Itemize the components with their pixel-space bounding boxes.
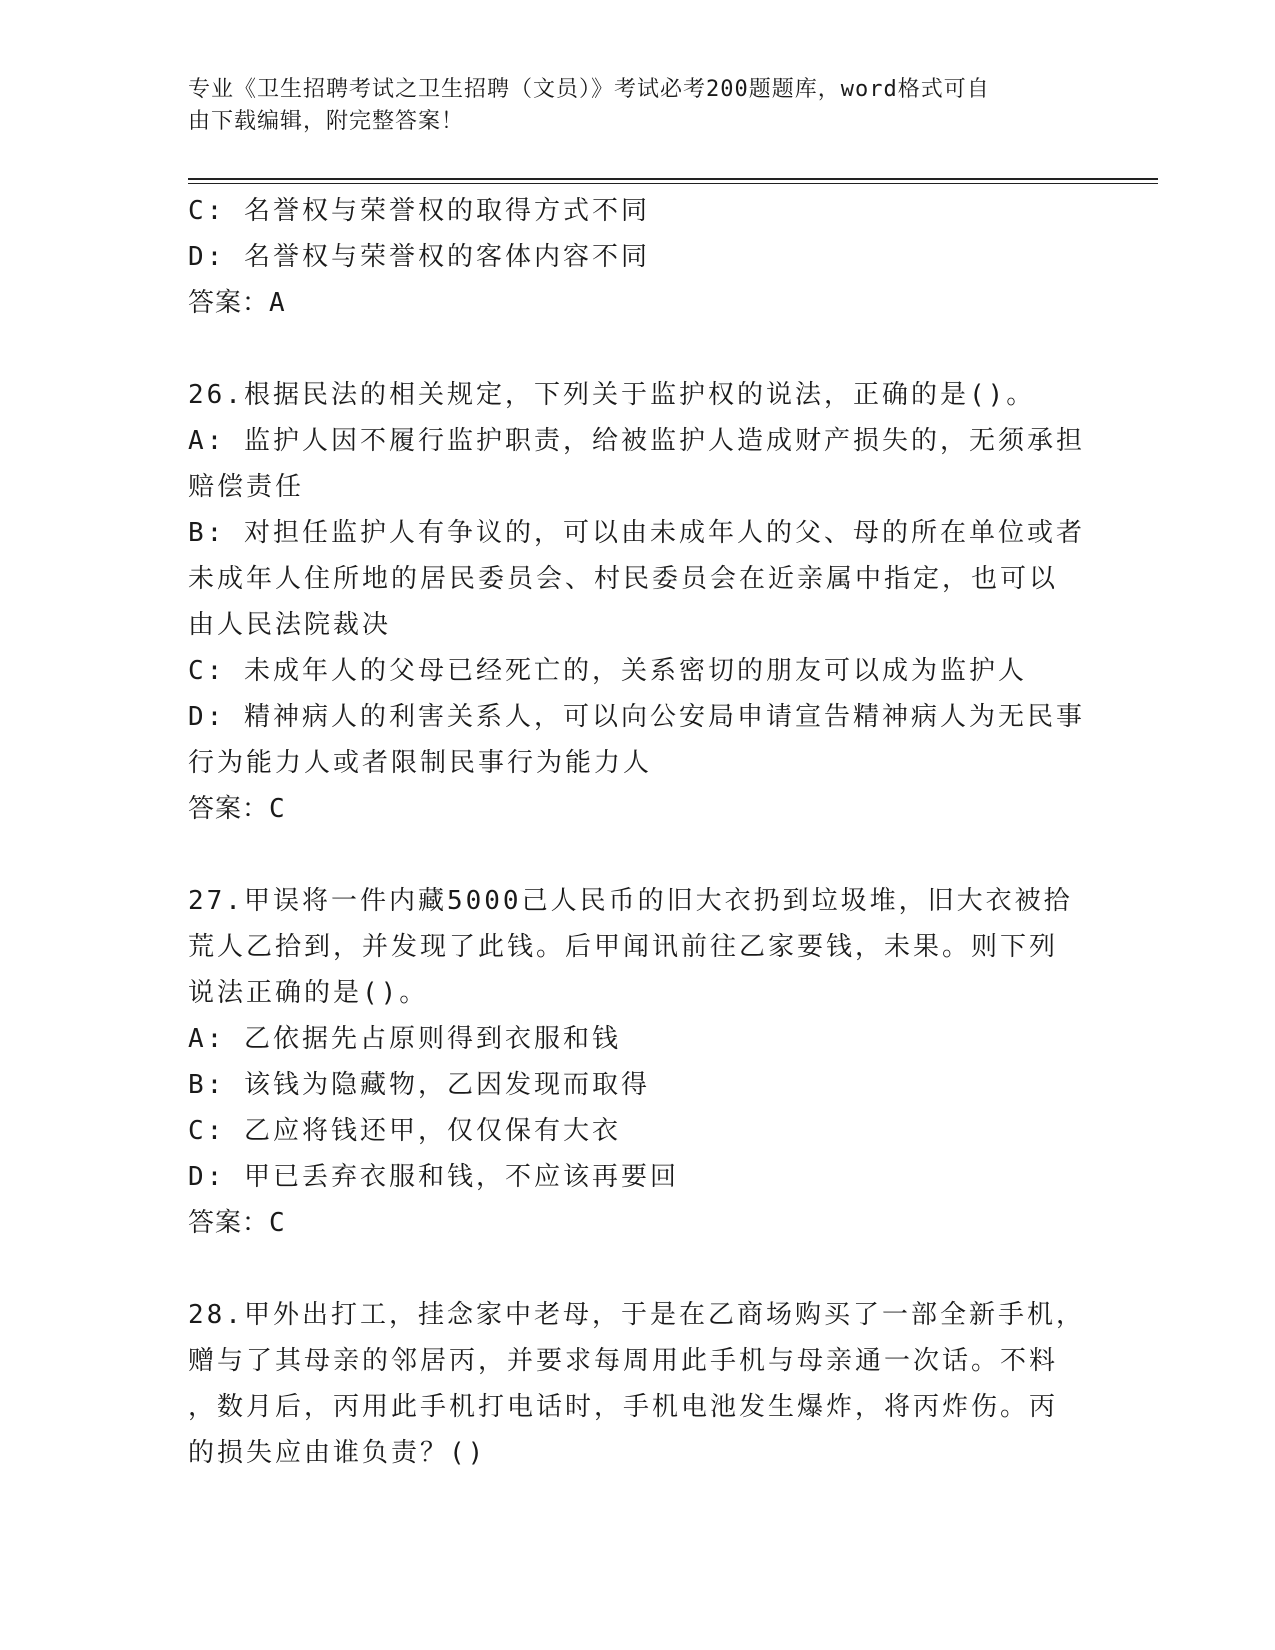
q27-answer: [188, 1200, 1088, 1246]
prev-option-d: D: 名誉权与荣誉权的客体内容不同: [188, 242, 650, 272]
q26-option-b-line-3: 由人民法院裁决: [188, 610, 392, 640]
q26-option-d-line-1: D: 精神病人的利害关系人，可以向公安局申请宣告精神病人为无民事: [188, 702, 1085, 732]
q28-stem-line-2: 赠与了其母亲的邻居丙，并要求每周用此手机与母亲通一次话。不料: [188, 1346, 1059, 1376]
header-divider-thin: [188, 183, 1158, 184]
answer-label: 答案：: [188, 1208, 270, 1238]
prev-option-c: C: 名誉权与荣誉权的取得方式不同: [188, 196, 650, 226]
spacer: [188, 832, 1088, 878]
header-title-line-2: 由下载编辑，附完整答案！: [188, 109, 465, 134]
answer-label: 答案：: [188, 794, 270, 824]
q28-stem-line-4: 的损失应由谁负责？(): [188, 1438, 487, 1468]
answer-label: 答案：: [188, 288, 270, 318]
answer-value: A: [269, 288, 286, 318]
spacer: [188, 326, 1088, 372]
q26-option-b-line-1: B: 对担任监护人有争议的，可以由未成年人的父、母的所在单位或者: [188, 518, 1085, 548]
q27-option-c: C: 乙应将钱还甲，仅仅保有大衣: [188, 1116, 621, 1146]
answer-value: C: [269, 794, 286, 824]
q26-answer: [188, 786, 1088, 832]
question-content: [188, 188, 1088, 1476]
q26-option-c: C: 未成年人的父母已经死亡的，关系密切的朋友可以成为监护人: [188, 656, 1027, 686]
q27-stem-line-1: 27.甲误将一件内藏5000己人民币的旧大衣扔到垃圾堆，旧大衣被拾: [188, 886, 1073, 916]
q27-option-b: B: 该钱为隐藏物，乙因发现而取得: [188, 1070, 650, 1100]
q27-stem-line-2: 荒人乙拾到，并发现了此钱。后甲闻讯前往乙家要钱，未果。则下列: [188, 932, 1059, 962]
q26-option-d-line-2: 行为能力人或者限制民事行为能力人: [188, 748, 653, 778]
prev-answer: [188, 280, 1088, 326]
spacer: [188, 1246, 1088, 1292]
q26-option-a-line-1: A: 监护人因不履行监护职责，给被监护人造成财产损失的，无须承担: [188, 426, 1085, 456]
q26-stem: 26.根据民法的相关规定，下列关于监护权的说法，正确的是()。: [188, 380, 1036, 410]
q27-option-a: A: 乙依据先占原则得到衣服和钱: [188, 1024, 621, 1054]
header-divider-thick: [188, 178, 1158, 180]
q27-stem-line-3: 说法正确的是()。: [188, 978, 429, 1008]
header-title-line-1: 专业《卫生招聘考试之卫生招聘（文员）》考试必考200题题库，word格式可自: [188, 77, 990, 102]
answer-value: C: [269, 1208, 286, 1238]
document-header: [188, 74, 1068, 138]
q27-option-d: D: 甲已丢弃衣服和钱，不应该再要回: [188, 1162, 679, 1192]
q28-stem-line-3: ，数月后，丙用此手机打电话时，手机电池发生爆炸，将丙炸伤。丙: [188, 1392, 1059, 1422]
q28-stem-line-1: 28.甲外出打工，挂念家中老母，于是在乙商场购买了一部全新手机，: [188, 1300, 1085, 1330]
q26-option-b-line-2: 未成年人住所地的居民委员会、村民委员会在近亲属中指定，也可以: [188, 564, 1059, 594]
q26-option-a-line-2: 赔偿责任: [188, 472, 305, 502]
